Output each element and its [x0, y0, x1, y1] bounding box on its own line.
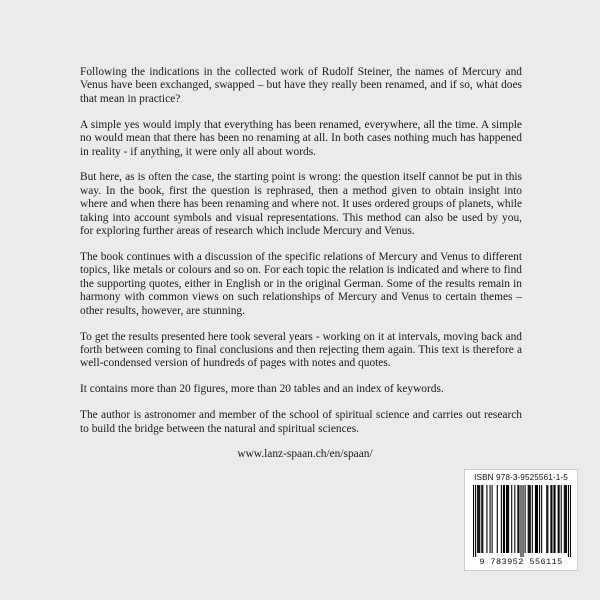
barcode-digits: 9 783952 556115	[479, 557, 563, 567]
barcode-bar	[517, 485, 518, 553]
barcode-bar	[477, 485, 478, 553]
paragraph-contents: It contains more than 20 figures, more than 20 tables and an index of keywords.	[80, 383, 444, 396]
barcode-bar	[565, 485, 566, 553]
barcode-bar	[506, 485, 507, 553]
barcode-bar	[530, 485, 531, 553]
barcode-bar	[508, 485, 509, 553]
paragraph-method: But here, as is often the case, the starting point is wrong: the question itself cannot be put in this way. In the book, first the question is rephrased, then a method given to obtain insight into where and when there has been renaming and where not. It uses ordered groups of planets, while taking into account symbols and visual representations. This method can also be used by you, for exploring further areas of research which include Mercury and Venus.	[80, 171, 522, 238]
barcode-bar	[511, 485, 512, 553]
blurb-text	[80, 66, 522, 462]
barcode-bar	[518, 485, 519, 553]
barcode-bar	[561, 485, 562, 553]
barcode-bar	[546, 485, 547, 553]
paragraph-author: The author is astronomer and member of the school of spiritual science and carries out research to build the bridge between the natural and spiritual sciences.	[80, 409, 522, 435]
barcode-bar	[554, 485, 555, 553]
barcode-bar	[541, 485, 542, 553]
barcode-bar	[558, 485, 559, 553]
barcode-bar	[539, 485, 540, 553]
barcode-bar	[570, 485, 571, 557]
barcode-icon	[473, 485, 571, 557]
barcode-bar	[564, 485, 565, 553]
barcode-bar	[551, 485, 552, 553]
isbn-label: ISBN 978-3-9525561-1-5	[474, 473, 568, 482]
paragraph-yes-no: A simple yes would imply that everything has been renamed, everywhere, all the time. A simple no would mean that there has been no renaming at all. In both cases nothing much has happened in reality - if anything, it were only all about words.	[80, 118, 522, 158]
isbn-barcode-box	[464, 469, 578, 571]
barcode-bar	[547, 485, 548, 553]
website-url: www.lanz-spaan.ch/en/spaan/	[237, 448, 373, 461]
barcode-bar	[504, 485, 505, 553]
barcode-bar	[490, 485, 491, 553]
barcode-bar	[528, 485, 529, 553]
barcode-bar	[507, 485, 508, 553]
barcode-bar	[486, 485, 487, 553]
barcode-bar	[566, 485, 567, 553]
paragraph-years: To get the results presented here took several years - working on it at intervals, moving back and forth between coming to final conclusions and then rejecting them again. This text is therefore a well-condensed version of hundreds of pages with notes and quotes.	[80, 330, 522, 370]
barcode-bar	[568, 485, 569, 557]
barcode-bar	[525, 485, 526, 553]
barcode-bar	[537, 485, 538, 553]
barcode-bar	[550, 485, 551, 553]
barcode-bar	[559, 485, 560, 553]
barcode-bar	[553, 485, 554, 553]
barcode-bar	[535, 485, 536, 553]
barcode-bar	[482, 485, 483, 553]
barcode-bar	[529, 485, 530, 553]
barcode-bar	[479, 485, 480, 553]
barcode-bar	[492, 485, 493, 553]
barcode-bar	[473, 485, 474, 557]
paragraph-intro: Following the indications in the collected work of Rudolf Steiner, the names of Mercury and Venus have been exchanged, swapped – but have they really been renamed, and if so, what does that mean in practice?	[80, 66, 522, 105]
barcode-bar	[532, 485, 533, 553]
barcode-bar	[514, 485, 515, 553]
barcode-bar	[478, 485, 479, 553]
barcode-bar	[481, 485, 482, 553]
barcode-bar	[523, 485, 524, 557]
barcode-bar	[501, 485, 502, 553]
barcode-bar	[503, 485, 504, 553]
barcode-bar	[536, 485, 537, 553]
barcode-bar	[497, 485, 498, 553]
barcode-bar	[520, 485, 521, 557]
barcode-bar	[475, 485, 476, 557]
paragraph-topics: The book continues with a discussion of the specific relations of Mercury and Venus to different topics, like metals or colours and so on. For each topic the relation is indicated and where to find the supporting quotes, either in English or in the original German. Some of the results remain in harmony with common views on such relationships of Mercury and Venus to certain themes – other results, however, are stunning.	[80, 250, 522, 317]
